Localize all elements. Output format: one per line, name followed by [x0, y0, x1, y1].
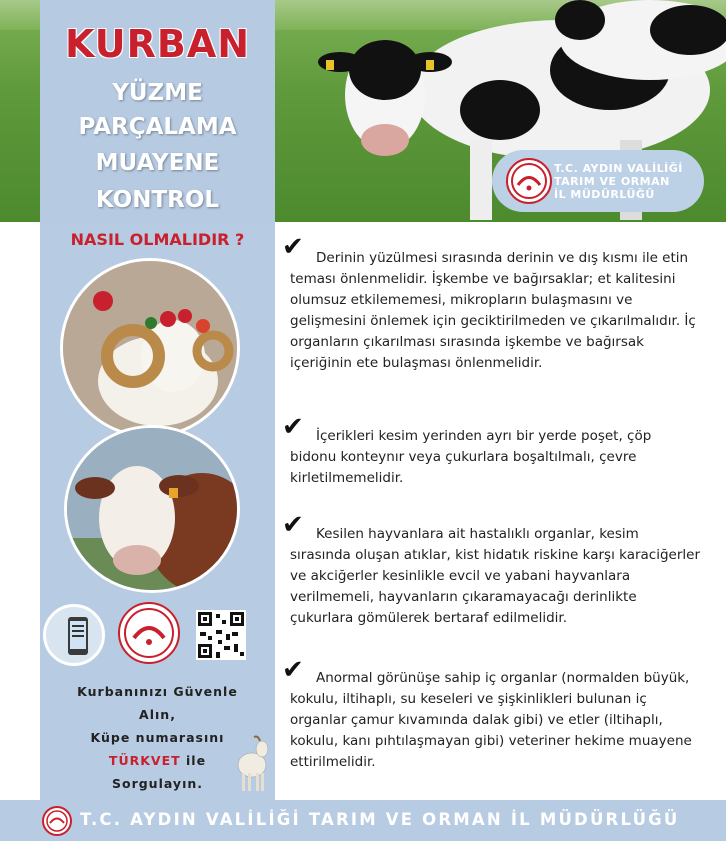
- poster-title: KURBAN: [64, 22, 251, 66]
- phone-icon: [43, 604, 105, 666]
- check-icon: ✔: [282, 232, 304, 262]
- note-line-2: Alın,: [139, 707, 176, 722]
- qr-code-icon: [196, 610, 246, 660]
- sheep-photo: [60, 258, 240, 438]
- footer-seal-icon: [42, 806, 72, 836]
- goat-icon: [228, 735, 276, 795]
- question-heading: NASIL OLMALIDIR ?: [70, 230, 245, 249]
- cow-photo: [64, 425, 240, 593]
- ministry-seal-icon: [118, 602, 180, 664]
- badge-line-2: TARIM VE ORMAN: [554, 175, 670, 188]
- item-text-4: Anormal görünüşe sahip iç organlar (normalden büyük, kokulu, iltihaplı, su keseleri ve şişkinlikleri bulunan iç organlar çamur kıvamında dalak gibi) ve etler (iltihaplı, kokulu, kanı pıhtılaşmayan gibi) veteriner hekime muayene ettirilmelidir.: [290, 670, 692, 770]
- note-line-4-suffix: ile: [180, 753, 207, 768]
- item-text-3: Kesilen hayvanlara ait hastalıklı organlar, kesim sırasında oluşan atıklar, kist hidatık riskine karşı karaciğerler ve akciğerler kesinlikle evcil ve yabani hayvanlara verilmemeli, hayvanların çıkaramayacağı derinlikte çukurlara gömülerek bertaraf edilmelidir.: [290, 526, 700, 626]
- subtitle-muayene: MUAYENE: [95, 150, 220, 176]
- institution-badge: [492, 150, 704, 212]
- badge-seal-icon: [506, 158, 552, 204]
- turkvet-brand: TÜRKVET: [108, 753, 181, 768]
- note-line-1: Kurbanınızı Güvenle: [77, 684, 238, 699]
- badge-line-3: İL MÜDÜRLÜĞÜ: [554, 188, 655, 201]
- subtitle-kontrol: KONTROL: [95, 187, 220, 213]
- footer-title: T.C. AYDIN VALİLİĞİ TARIM VE ORMAN İL MÜDÜRLÜĞÜ: [80, 810, 680, 829]
- check-icon: ✔: [282, 412, 304, 442]
- item-text-2: İçerikleri kesim yerinden ayrı bir yerde poşet, çöp bidonu konteynır veya çukurlara boşaltılmalı, çevre kirletilmemelidir.: [290, 428, 652, 486]
- badge-line-1: T.C. AYDIN VALİLİĞİ: [554, 162, 683, 175]
- note-line-5: Sorgulayın.: [111, 776, 204, 791]
- subtitle-parcalama: PARÇALAMA: [78, 114, 237, 140]
- item-text-1: Derinin yüzülmesi sırasında derinin ve dış kısmı ile etin teması önlenmelidir. İşkembe ve bağırsaklar; et kalitesini olumsuz etkilememesi, mikropların bulaşmasını ve gelişmesini önlemek için geciktirilmeden ve çıkarılmalıdır. İç organların çıkarılması sırasında işkembe ve bağırsak içeriğinin ete bulaşması önlenmelidir.: [290, 250, 696, 371]
- subtitle-yuzme: YÜZME: [112, 80, 203, 106]
- check-icon: ✔: [282, 510, 304, 540]
- check-icon: ✔: [282, 655, 304, 685]
- footer-bar: [0, 800, 726, 841]
- note-line-3: Küpe numarasını: [90, 730, 225, 745]
